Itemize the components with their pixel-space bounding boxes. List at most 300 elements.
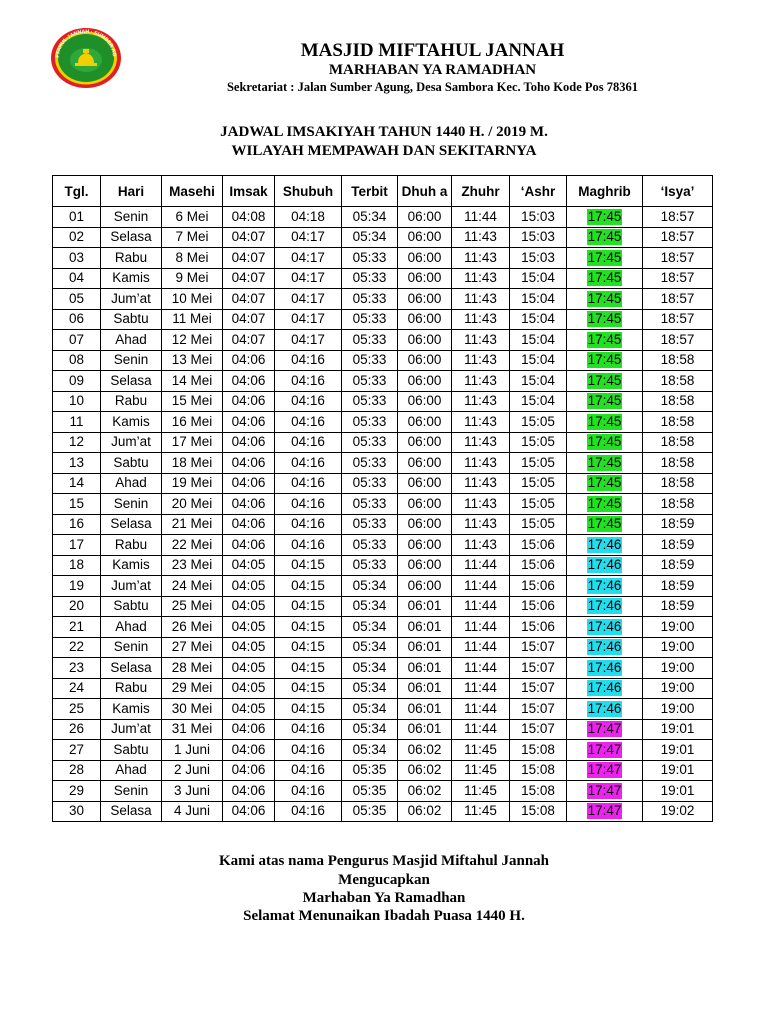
cell-terbit: 05:33 [342,289,398,310]
cell-shubuh: 04:16 [275,760,342,781]
footer-greeting-1: Kami atas nama Pengurus Masjid Miftahul Jannah [218,853,550,869]
col-header-ashr: ‘Ashr [510,176,567,207]
cell-tgl: 12 [53,432,101,453]
cell-hari: Senin [101,781,162,802]
cell-tgl: 27 [53,740,101,761]
cell-masehi: 18 Mei [162,453,223,474]
cell-dhuha: 06:00 [398,494,452,515]
table-row [53,473,713,494]
cell-zhuhr: 11:43 [452,268,510,289]
cell-zhuhr: 11:44 [452,719,510,740]
cell-dhuha: 06:00 [398,535,452,556]
cell-masehi: 31 Mei [162,719,223,740]
cell-terbit: 05:33 [342,412,398,433]
cell-masehi: 24 Mei [162,576,223,597]
maghrib-highlight: 17:45 [587,372,622,388]
table-row [53,391,713,412]
cell-isya: 19:00 [643,617,713,638]
cell-maghrib [567,535,643,556]
table-row [53,371,713,392]
cell-hari: Sabtu [101,596,162,617]
cell-terbit: 05:33 [342,248,398,269]
cell-imsak: 04:06 [223,494,275,515]
cell-hari: Sabtu [101,309,162,330]
cell-masehi: 12 Mei [162,330,223,351]
logo-text: FTAHUL JANNAH · SUMBER AG [54,28,118,58]
table-row [53,248,713,269]
cell-tgl: 25 [53,699,101,720]
cell-imsak: 04:06 [223,350,275,371]
cell-ashr: 15:05 [510,453,567,474]
cell-zhuhr: 11:43 [452,289,510,310]
maghrib-highlight: 17:46 [587,598,622,614]
cell-dhuha: 06:00 [398,555,452,576]
cell-hari: Senin [101,494,162,515]
table-row [53,617,713,638]
cell-isya: 19:00 [643,678,713,699]
cell-masehi: 14 Mei [162,371,223,392]
cell-imsak: 04:05 [223,699,275,720]
cell-shubuh: 04:16 [275,391,342,412]
cell-imsak: 04:06 [223,760,275,781]
cell-isya: 18:58 [643,371,713,392]
table-row [53,535,713,556]
cell-hari: Jum’at [101,432,162,453]
cell-isya: 18:59 [643,535,713,556]
cell-tgl: 23 [53,658,101,679]
cell-isya: 18:58 [643,453,713,474]
cell-isya: 19:02 [643,801,713,822]
cell-dhuha: 06:02 [398,760,452,781]
cell-zhuhr: 11:45 [452,801,510,822]
cell-zhuhr: 11:44 [452,617,510,638]
cell-masehi: 3 Juni [162,781,223,802]
col-header-terbit: Terbit [342,176,398,207]
cell-masehi: 7 Mei [162,227,223,248]
cell-terbit: 05:34 [342,596,398,617]
cell-isya: 18:57 [643,207,713,228]
cell-tgl: 21 [53,617,101,638]
cell-ashr: 15:04 [510,309,567,330]
cell-masehi: 13 Mei [162,350,223,371]
cell-zhuhr: 11:44 [452,576,510,597]
cell-imsak: 04:05 [223,617,275,638]
table-row [53,350,713,371]
cell-imsak: 04:05 [223,576,275,597]
col-header-imsak: Imsak [223,176,275,207]
cell-masehi: 1 Juni [162,740,223,761]
cell-hari: Selasa [101,658,162,679]
cell-masehi: 4 Juni [162,801,223,822]
cell-hari: Senin [101,637,162,658]
cell-masehi: 11 Mei [162,309,223,330]
cell-dhuha: 06:00 [398,391,452,412]
cell-terbit: 05:34 [342,207,398,228]
col-header-zhuhr: Zhuhr [452,176,510,207]
cell-shubuh: 04:15 [275,658,342,679]
cell-maghrib [567,330,643,351]
cell-zhuhr: 11:44 [452,658,510,679]
cell-imsak: 04:06 [223,391,275,412]
cell-maghrib [567,453,643,474]
cell-hari: Ahad [101,473,162,494]
table-row [53,453,713,474]
cell-shubuh: 04:17 [275,227,342,248]
cell-terbit: 05:34 [342,617,398,638]
cell-tgl: 30 [53,801,101,822]
cell-maghrib [567,555,643,576]
cell-ashr: 15:04 [510,289,567,310]
cell-imsak: 04:06 [223,473,275,494]
cell-dhuha: 06:00 [398,309,452,330]
cell-maghrib [567,227,643,248]
cell-imsak: 04:06 [223,801,275,822]
maghrib-highlight: 17:46 [587,536,622,552]
maghrib-highlight: 17:47 [587,803,622,819]
cell-imsak: 04:05 [223,678,275,699]
cell-masehi: 15 Mei [162,391,223,412]
cell-masehi: 25 Mei [162,596,223,617]
maghrib-highlight: 17:45 [587,352,622,368]
maghrib-highlight: 17:45 [587,229,622,245]
cell-maghrib [567,412,643,433]
cell-shubuh: 04:17 [275,248,342,269]
cell-isya: 19:01 [643,740,713,761]
cell-hari: Kamis [101,268,162,289]
cell-maghrib [567,719,643,740]
col-header-dhuha: Dhuh a [398,176,452,207]
cell-tgl: 03 [53,248,101,269]
cell-tgl: 28 [53,760,101,781]
cell-zhuhr: 11:43 [452,535,510,556]
cell-dhuha: 06:01 [398,678,452,699]
table-row [53,309,713,330]
cell-isya: 18:57 [643,330,713,351]
cell-maghrib [567,699,643,720]
cell-tgl: 24 [53,678,101,699]
cell-hari: Rabu [101,248,162,269]
cell-imsak: 04:06 [223,412,275,433]
maghrib-highlight: 17:45 [587,270,622,286]
table-row [53,699,713,720]
cell-dhuha: 06:00 [398,412,452,433]
cell-hari: Senin [101,207,162,228]
maghrib-highlight: 17:46 [587,680,622,696]
cell-imsak: 04:06 [223,535,275,556]
cell-zhuhr: 11:45 [452,781,510,802]
cell-tgl: 20 [53,596,101,617]
cell-tgl: 08 [53,350,101,371]
cell-maghrib [567,658,643,679]
cell-maghrib [567,473,643,494]
maghrib-highlight: 17:47 [587,721,622,737]
maghrib-highlight: 17:45 [587,393,622,409]
cell-ashr: 15:05 [510,494,567,515]
cell-imsak: 04:07 [223,289,275,310]
cell-terbit: 05:34 [342,658,398,679]
cell-dhuha: 06:01 [398,637,452,658]
cell-ashr: 15:07 [510,678,567,699]
cell-dhuha: 06:01 [398,699,452,720]
maghrib-highlight: 17:45 [587,434,622,450]
cell-hari: Rabu [101,391,162,412]
col-header-masehi: Masehi [162,176,223,207]
cell-dhuha: 06:00 [398,227,452,248]
footer-greeting-4: Selamat Menunaikan Ibadah Puasa 1440 H. [243,908,525,924]
maghrib-highlight: 17:45 [587,495,622,511]
cell-isya: 19:01 [643,719,713,740]
cell-hari: Kamis [101,412,162,433]
cell-zhuhr: 11:44 [452,699,510,720]
cell-shubuh: 04:16 [275,740,342,761]
cell-imsak: 04:05 [223,555,275,576]
cell-hari: Jum’at [101,289,162,310]
cell-shubuh: 04:16 [275,371,342,392]
cell-maghrib [567,596,643,617]
cell-shubuh: 04:16 [275,514,342,535]
cell-shubuh: 04:16 [275,494,342,515]
table-row [53,432,713,453]
cell-shubuh: 04:16 [275,719,342,740]
table-row [53,289,713,310]
cell-masehi: 20 Mei [162,494,223,515]
cell-hari: Selasa [101,514,162,535]
cell-tgl: 18 [53,555,101,576]
cell-zhuhr: 11:45 [452,740,510,761]
cell-maghrib [567,432,643,453]
cell-maghrib [567,350,643,371]
cell-terbit: 05:34 [342,678,398,699]
cell-shubuh: 04:16 [275,453,342,474]
cell-terbit: 05:33 [342,494,398,515]
cell-imsak: 04:06 [223,371,275,392]
table-row [53,330,713,351]
cell-tgl: 10 [53,391,101,412]
cell-imsak: 04:07 [223,227,275,248]
col-header-tgl: Tgl. [53,176,101,207]
cell-hari: Rabu [101,535,162,556]
cell-masehi: 17 Mei [162,432,223,453]
cell-hari: Kamis [101,699,162,720]
cell-shubuh: 04:15 [275,555,342,576]
cell-tgl: 09 [53,371,101,392]
cell-isya: 18:58 [643,412,713,433]
cell-zhuhr: 11:44 [452,678,510,699]
cell-dhuha: 06:02 [398,740,452,761]
table-header-row [53,176,713,207]
table-row [53,494,713,515]
maghrib-highlight: 17:45 [587,331,622,347]
cell-zhuhr: 11:43 [452,371,510,392]
maghrib-highlight: 17:46 [587,639,622,655]
cell-isya: 18:58 [643,473,713,494]
cell-zhuhr: 11:43 [452,432,510,453]
cell-tgl: 02 [53,227,101,248]
cell-hari: Selasa [101,801,162,822]
cell-shubuh: 04:16 [275,412,342,433]
maghrib-highlight: 17:45 [587,208,622,224]
cell-shubuh: 04:16 [275,535,342,556]
cell-hari: Ahad [101,760,162,781]
cell-isya: 18:58 [643,432,713,453]
footer-greeting-3: Marhaban Ya Ramadhan [302,890,466,906]
cell-maghrib [567,268,643,289]
maghrib-highlight: 17:46 [587,659,622,675]
cell-masehi: 9 Mei [162,268,223,289]
cell-ashr: 15:08 [510,740,567,761]
cell-zhuhr: 11:43 [452,309,510,330]
cell-hari: Selasa [101,227,162,248]
cell-isya: 18:58 [643,350,713,371]
cell-terbit: 05:34 [342,637,398,658]
table-row [53,514,713,535]
cell-isya: 18:57 [643,227,713,248]
cell-dhuha: 06:00 [398,207,452,228]
cell-isya: 19:00 [643,658,713,679]
cell-masehi: 27 Mei [162,637,223,658]
table-row [53,596,713,617]
cell-ashr: 15:04 [510,350,567,371]
cell-isya: 19:01 [643,781,713,802]
cell-ashr: 15:05 [510,514,567,535]
maghrib-highlight: 17:45 [587,454,622,470]
cell-maghrib [567,801,643,822]
cell-tgl: 13 [53,453,101,474]
cell-isya: 19:01 [643,760,713,781]
cell-shubuh: 04:16 [275,350,342,371]
cell-isya: 18:57 [643,289,713,310]
cell-zhuhr: 11:43 [452,330,510,351]
cell-shubuh: 04:17 [275,289,342,310]
cell-ashr: 15:04 [510,268,567,289]
cell-zhuhr: 11:43 [452,391,510,412]
cell-isya: 18:57 [643,248,713,269]
cell-shubuh: 04:15 [275,699,342,720]
cell-dhuha: 06:02 [398,781,452,802]
cell-terbit: 05:34 [342,699,398,720]
cell-ashr: 15:04 [510,391,567,412]
cell-zhuhr: 11:43 [452,412,510,433]
cell-maghrib [567,760,643,781]
maghrib-highlight: 17:46 [587,577,622,593]
cell-maghrib [567,289,643,310]
cell-terbit: 05:34 [342,576,398,597]
col-header-maghrib: Maghrib [567,176,643,207]
cell-shubuh: 04:15 [275,576,342,597]
cell-terbit: 05:33 [342,371,398,392]
cell-terbit: 05:34 [342,227,398,248]
cell-isya: 19:00 [643,699,713,720]
cell-imsak: 04:07 [223,309,275,330]
maghrib-highlight: 17:45 [587,413,622,429]
cell-shubuh: 04:18 [275,207,342,228]
maghrib-highlight: 17:47 [587,782,622,798]
cell-terbit: 05:33 [342,309,398,330]
cell-zhuhr: 11:43 [452,453,510,474]
table-row [53,801,713,822]
cell-tgl: 19 [53,576,101,597]
cell-zhuhr: 11:43 [452,350,510,371]
secretariat-address: Sekretariat : Jalan Sumber Agung, Desa Sambora Kec. Toho Kode Pos 78361 [226,80,639,94]
cell-shubuh: 04:16 [275,801,342,822]
cell-terbit: 05:33 [342,350,398,371]
mosque-logo [50,27,122,89]
cell-isya: 18:57 [643,309,713,330]
cell-shubuh: 04:15 [275,678,342,699]
schedule-title: JADWAL IMSAKIYAH TAHUN 1440 H. / 2019 M. [220,124,548,140]
cell-ashr: 15:07 [510,699,567,720]
cell-isya: 18:58 [643,494,713,515]
cell-dhuha: 06:00 [398,371,452,392]
cell-ashr: 15:04 [510,371,567,392]
cell-imsak: 04:07 [223,268,275,289]
cell-terbit: 05:33 [342,555,398,576]
cell-terbit: 05:33 [342,391,398,412]
cell-maghrib [567,248,643,269]
cell-tgl: 07 [53,330,101,351]
cell-imsak: 04:08 [223,207,275,228]
cell-hari: Rabu [101,678,162,699]
cell-maghrib [567,576,643,597]
table-row [53,678,713,699]
cell-masehi: 16 Mei [162,412,223,433]
cell-maghrib [567,617,643,638]
cell-dhuha: 06:01 [398,617,452,638]
cell-ashr: 15:06 [510,576,567,597]
cell-masehi: 26 Mei [162,617,223,638]
cell-ashr: 15:06 [510,555,567,576]
cell-hari: Selasa [101,371,162,392]
cell-ashr: 15:08 [510,760,567,781]
cell-tgl: 16 [53,514,101,535]
cell-terbit: 05:34 [342,740,398,761]
cell-masehi: 19 Mei [162,473,223,494]
cell-dhuha: 06:00 [398,473,452,494]
cell-shubuh: 04:15 [275,596,342,617]
cell-imsak: 04:07 [223,248,275,269]
cell-ashr: 15:06 [510,617,567,638]
cell-maghrib [567,391,643,412]
cell-hari: Sabtu [101,453,162,474]
cell-terbit: 05:35 [342,760,398,781]
cell-ashr: 15:03 [510,248,567,269]
cell-ashr: 15:04 [510,330,567,351]
cell-shubuh: 04:17 [275,330,342,351]
cell-tgl: 14 [53,473,101,494]
cell-zhuhr: 11:43 [452,248,510,269]
schedule-region: WILAYAH MEMPAWAH DAN SEKITARNYA [231,143,537,159]
cell-hari: Jum’at [101,719,162,740]
table-row [53,760,713,781]
cell-ashr: 15:06 [510,535,567,556]
cell-dhuha: 06:00 [398,432,452,453]
cell-isya: 18:59 [643,596,713,617]
table-row [53,227,713,248]
cell-imsak: 04:06 [223,453,275,474]
cell-maghrib [567,514,643,535]
maghrib-highlight: 17:46 [587,618,622,634]
cell-ashr: 15:07 [510,637,567,658]
cell-tgl: 17 [53,535,101,556]
cell-tgl: 22 [53,637,101,658]
cell-dhuha: 06:00 [398,453,452,474]
cell-ashr: 15:08 [510,801,567,822]
maghrib-highlight: 17:47 [587,762,622,778]
cell-zhuhr: 11:44 [452,637,510,658]
cell-terbit: 05:33 [342,535,398,556]
maghrib-highlight: 17:45 [587,290,622,306]
cell-shubuh: 04:17 [275,268,342,289]
